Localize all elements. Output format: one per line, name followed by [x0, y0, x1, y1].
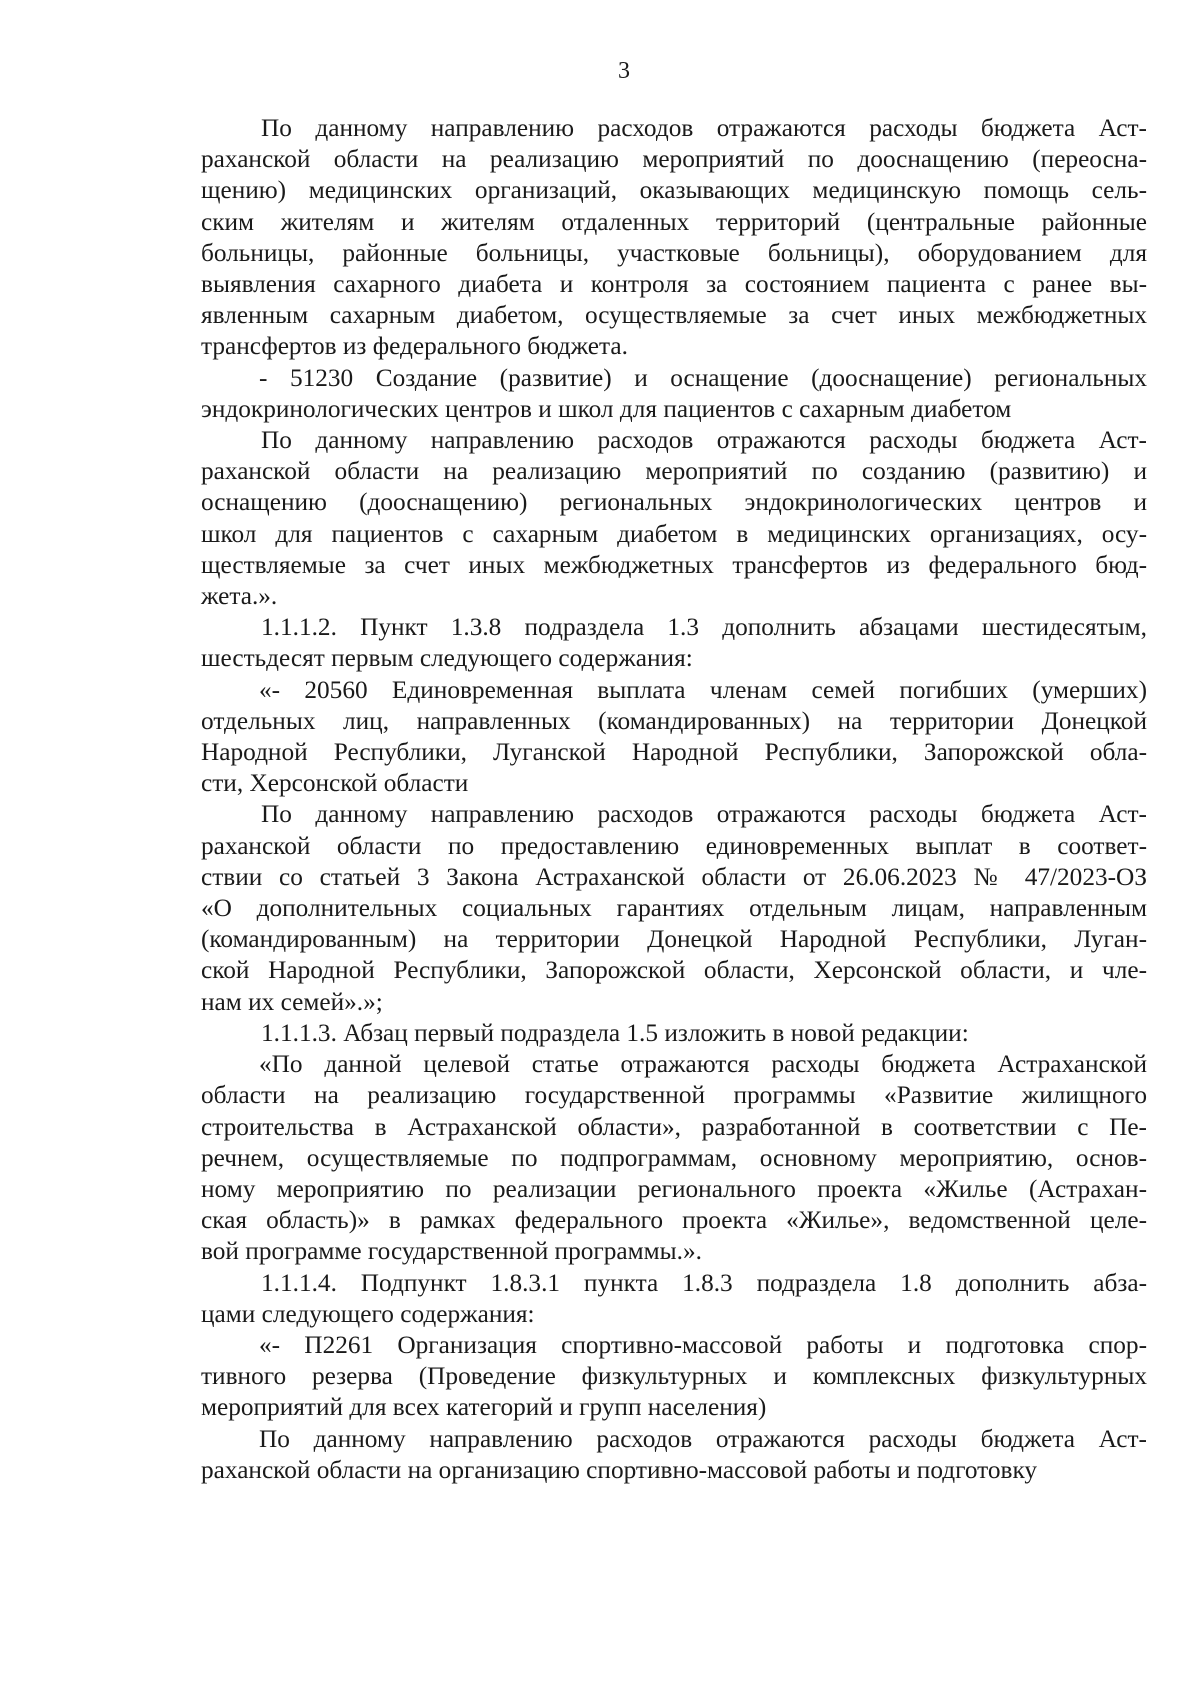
- text-line: Народной Республики, Луганской Народной Республики, Запорожской обла-: [201, 738, 1147, 767]
- text-line: области на реализацию государственной программы «Развитие жилищного: [201, 1081, 1147, 1110]
- text-line: эндокринологических центров и школ для пациентов с сахарным диабетом: [201, 394, 1012, 423]
- text-line: речнем, осуществляемые по подпрограммам, основному мероприятию, основ-: [201, 1143, 1147, 1172]
- text-line: мероприятий для всех категорий и групп населения): [201, 1393, 767, 1422]
- text-line: По данному направлению расходов отражаются расходы бюджета Аст-: [261, 800, 1147, 829]
- text-line: 1.1.1.3. Абзац первый подраздела 1.5 изложить в новой редакции:: [261, 1018, 969, 1047]
- text-line: цами следующего содержания:: [201, 1299, 535, 1328]
- paragraph-p5: [201, 675, 1147, 800]
- text-line: «О дополнительных социальных гарантиях отдельным лицам, направленным: [201, 894, 1147, 923]
- paragraph-p11: [201, 1424, 1147, 1486]
- text-line: явленным сахарным диабетом, осуществляемые за счет иных межбюджетных: [201, 301, 1147, 330]
- text-line: ствии со статьей 3 Закона Астраханской области от 26.06.2023 № 47/2023-ОЗ: [201, 862, 1147, 891]
- text-line: больницы, районные больницы, участковые больницы), оборудованием для: [201, 238, 1147, 267]
- paragraph-p9: [201, 1268, 1147, 1330]
- paragraph-p8: [201, 1049, 1147, 1267]
- text-line: отдельных лиц, направленных (командированных) на территории Донецкой: [201, 706, 1147, 735]
- document-body: [201, 113, 1147, 1486]
- text-line: жета.».: [201, 582, 278, 611]
- text-line: ществляемые за счет иных межбюджетных трансфертов из федерального бюд-: [201, 550, 1147, 579]
- text-line: раханской области на реализацию мероприятий по дооснащению (переосна-: [201, 145, 1147, 174]
- text-line: шестьдесят первым следующего содержания:: [201, 644, 693, 673]
- text-line: раханской области на реализацию мероприятий по созданию (развитию) и: [201, 457, 1147, 486]
- text-line: ному мероприятию по реализации регионального проекта «Жилье (Астрахан-: [201, 1174, 1147, 1203]
- text-line: нам их семей».»;: [201, 987, 383, 1016]
- text-line: трансфертов из федерального бюджета.: [201, 332, 628, 361]
- text-line: «По данной целевой статье отражаются расходы бюджета Астраханской: [259, 1050, 1147, 1079]
- text-line: - 51230 Создание (развитие) и оснащение (дооснащение) региональных: [259, 363, 1147, 392]
- text-line: ским жителям и жителям отдаленных территорий (центральные районные: [201, 207, 1147, 236]
- text-line: школ для пациентов с сахарным диабетом в медицинских организациях, осу-: [201, 519, 1147, 548]
- text-line: щению) медицинских организаций, оказывающих медицинскую помощь сель-: [201, 176, 1147, 205]
- text-line: ской Народной Республики, Запорожской области, Херсонской области, и чле-: [201, 956, 1147, 985]
- text-line: По данному направлению расходов отражаются расходы бюджета Аст-: [261, 426, 1147, 455]
- paragraph-p10: [201, 1330, 1147, 1424]
- paragraph-p7: [201, 1018, 1147, 1049]
- page-number: 3: [618, 58, 630, 84]
- text-line: (командированным) на территории Донецкой Народной Республики, Луган-: [201, 925, 1147, 954]
- text-line: По данному направлению расходов отражаются расходы бюджета Аст-: [259, 1424, 1147, 1453]
- text-line: вой программе государственной программы.».: [201, 1237, 702, 1266]
- text-line: выявления сахарного диабета и контроля за состоянием пациента с ранее вы-: [201, 270, 1147, 299]
- text-line: 1.1.1.4. Подпункт 1.8.3.1 пункта 1.8.3 подраздела 1.8 дополнить абза-: [261, 1268, 1147, 1297]
- text-line: «- П2261 Организация спортивно-массовой работы и подготовка спор-: [259, 1330, 1147, 1359]
- text-line: сти, Херсонской области: [201, 769, 469, 798]
- text-line: оснащению (дооснащению) региональных эндокринологических центров и: [201, 488, 1147, 517]
- text-line: строительства в Астраханской области», разработанной в соответствии с Пе-: [201, 1112, 1147, 1141]
- paragraph-p2: [201, 363, 1147, 425]
- paragraph-p6: [201, 799, 1147, 1017]
- text-line: По данному направлению расходов отражаются расходы бюджета Аст-: [261, 114, 1147, 142]
- text-line: тивного резерва (Проведение физкультурных и комплексных физкультурных: [201, 1362, 1147, 1391]
- text-line: ская область)» в рамках федерального проекта «Жилье», ведомственной целе-: [201, 1206, 1147, 1235]
- paragraph-p4: [201, 612, 1147, 674]
- text-line: 1.1.1.2. Пункт 1.3.8 подраздела 1.3 дополнить абзацами шестидесятым,: [261, 613, 1147, 642]
- text-line: «- 20560 Единовременная выплата членам семей погибших (умерших): [259, 675, 1147, 704]
- paragraph-p1: [201, 113, 1147, 363]
- paragraph-p3: [201, 425, 1147, 612]
- text-line: раханской области по предоставлению единовременных выплат в соответ-: [201, 831, 1147, 860]
- text-line: раханской области на организацию спортивно-массовой работы и подготовку: [201, 1455, 1038, 1484]
